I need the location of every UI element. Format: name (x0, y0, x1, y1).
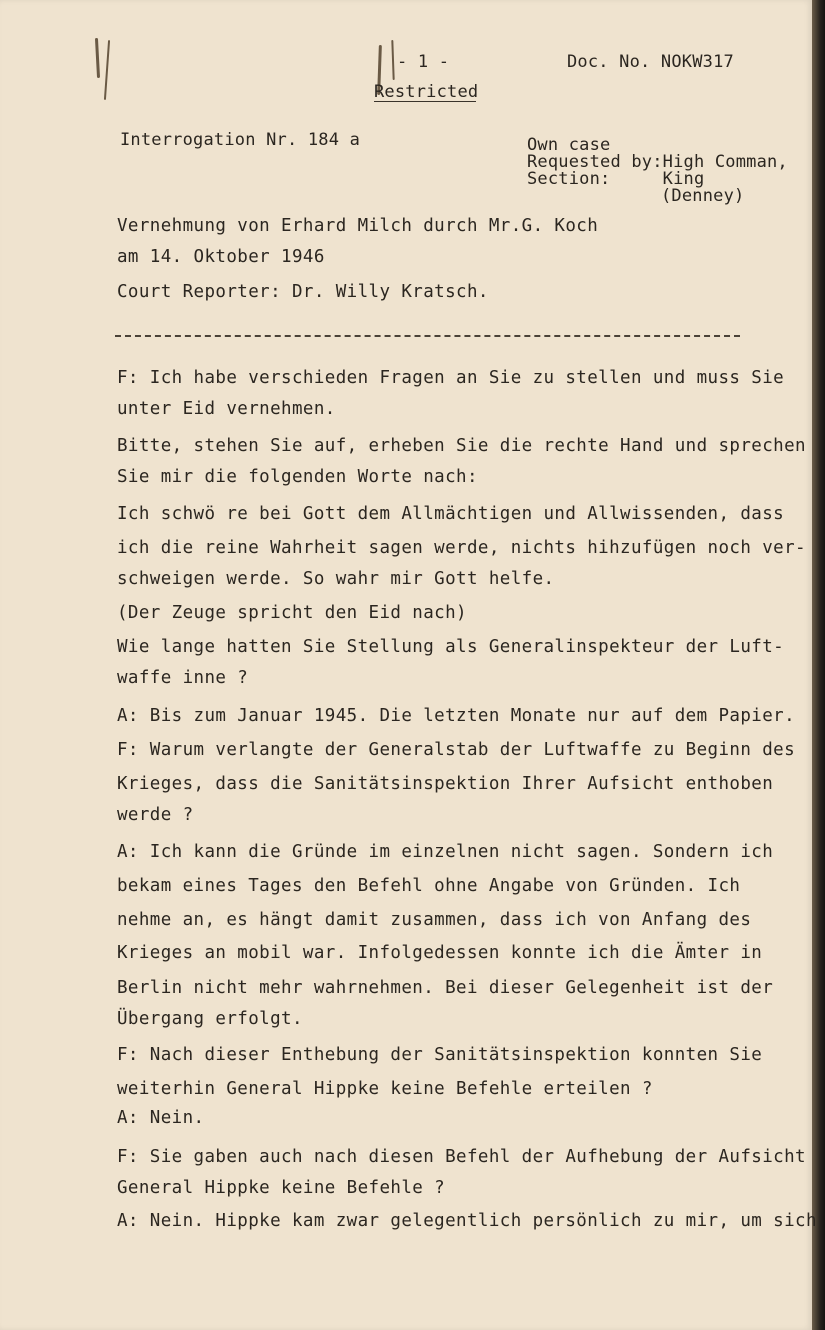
body-line: waffe inne ? (117, 668, 249, 688)
body-line: F: Warum verlangte der Generalstab der Luftwaffe zu Beginn des (117, 740, 796, 760)
requested-by: Requested by:High Comman, (527, 152, 788, 172)
interrogation-number: Interrogation Nr. 184 a (120, 130, 361, 150)
own-case: Own case (527, 135, 611, 155)
classification-underline (374, 101, 476, 102)
intro-line-2: am 14. Oktober 1946 (117, 247, 325, 267)
body-line: Sie mir die folgenden Worte nach: (117, 467, 478, 487)
body-line: Krieges, dass die Sanitätsinspektion Ihrer Aufsicht enthoben (117, 774, 774, 794)
body-line: schweigen werde. So wahr mir Gott helfe. (117, 569, 555, 589)
doc-number: Doc. No. NOKW317 (567, 52, 734, 72)
body-line: Wie lange hatten Sie Stellung als Generalinspekteur der Luft- (117, 637, 785, 657)
intro-line-1: Vernehmung von Erhard Milch durch Mr.G. Koch (117, 216, 599, 236)
body-line: (Der Zeuge spricht den Eid nach) (117, 603, 467, 623)
body-line: werde ? (117, 805, 194, 825)
body-line: Ich schwö re bei Gott dem Allmächtigen und Allwissenden, dass (117, 504, 785, 524)
intro-line-3: Court Reporter: Dr. Willy Kratsch. (117, 282, 489, 302)
body-line: bekam eines Tages den Befehl ohne Angabe von Gründen. Ich (117, 876, 741, 896)
classification-restricted: Restricted (374, 82, 479, 102)
body-line: weiterhin General Hippke keine Befehle erteilen ? (117, 1079, 653, 1099)
body-line: General Hippke keine Befehle ? (117, 1178, 446, 1198)
body-line: A: Nein. Hippke kam zwar gelegentlich persönlich zu mir, um sich (117, 1211, 817, 1231)
body-line: Übergang erfolgt. (117, 1009, 303, 1029)
body-line: F: Nach dieser Enthebung der Sanitätsinspektion konnten Sie (117, 1045, 763, 1065)
page-number: - 1 - (397, 52, 450, 72)
body-line: Krieges an mobil war. Infolgedessen konnte ich die Ämter in (117, 943, 763, 963)
page-edge (812, 0, 825, 1330)
body-line: A: Ich kann die Gründe im einzelnen nicht sagen. Sondern ich (117, 842, 774, 862)
section-extra: (Denney) (661, 186, 745, 206)
separator-rule (115, 335, 740, 337)
body-line: A: Nein. (117, 1108, 205, 1128)
body-line: Bitte, stehen Sie auf, erheben Sie die rechte Hand und sprechen (117, 436, 806, 456)
body-line: A: Bis zum Januar 1945. Die letzten Monate nur auf dem Papier. (117, 706, 796, 726)
body-line: unter Eid vernehmen. (117, 399, 336, 419)
body-line: Berlin nicht mehr wahrnehmen. Bei dieser Gelegenheit ist der (117, 978, 774, 998)
body-line: F: Ich habe verschieden Fragen an Sie zu stellen und muss Sie (117, 368, 785, 388)
body-line: F: Sie gaben auch nach diesen Befehl der Aufhebung der Aufsicht (117, 1147, 806, 1167)
section: Section: King (527, 169, 705, 189)
body-line: ich die reine Wahrheit sagen werde, nichts hihzufügen noch ver- (117, 538, 806, 558)
body-line: nehme an, es hängt damit zusammen, dass ich von Anfang des (117, 910, 752, 930)
